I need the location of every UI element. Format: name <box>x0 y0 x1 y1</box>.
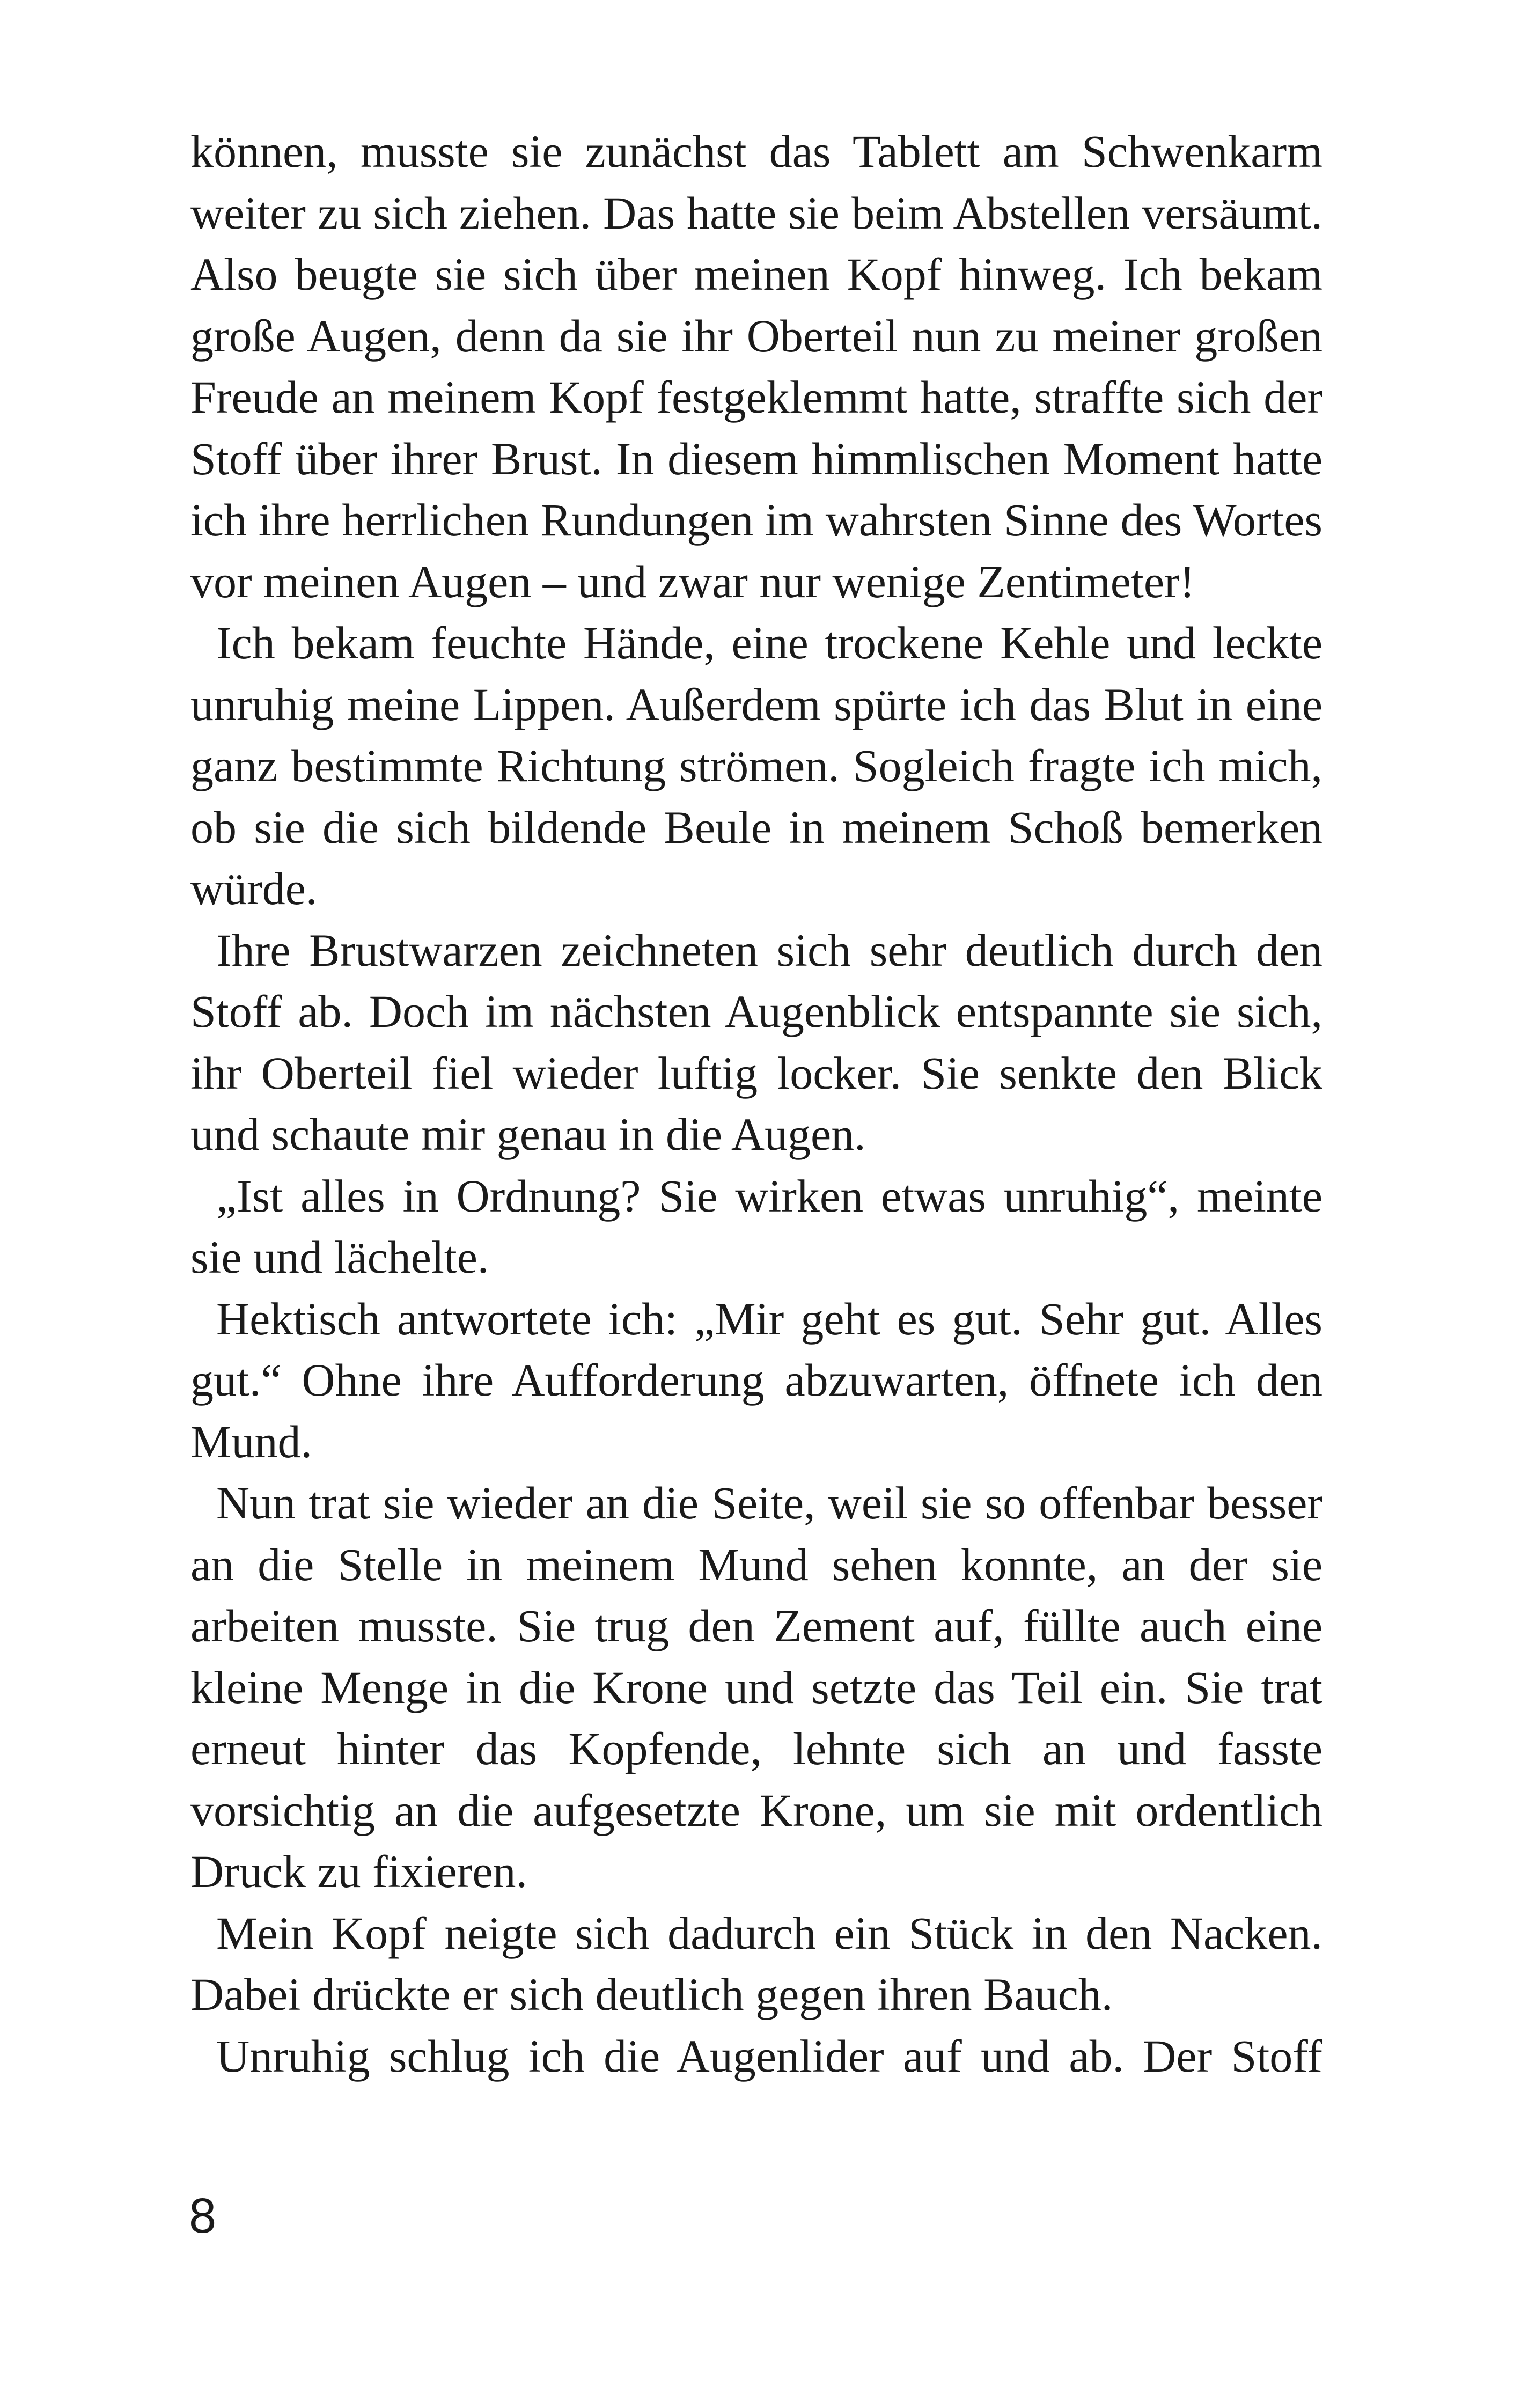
paragraph-2: Ich bekam feuchte Hände, eine trockene Kehle und leckte unruhig meine Lippen. Außerdem spürte ich das Blut in eine ganz bestimmte Richtung strömen. Sogleich fragte ich mich, ob sie die sich bildende Beule in meinem Schoß bemerken würde. <box>190 617 1322 914</box>
paragraph-4: „Ist alles in Ordnung? Sie wirken etwas unruhig“, meinte sie und lächelte. <box>190 1170 1322 1283</box>
paragraph-1: können, musste sie zunächst das Tablett am Schwenkarm weiter zu sich ziehen. Das hatte sie beim Abstellen versäumt. Also beugte sie sich über meinen Kopf hinweg. Ich bekam große Augen, denn da sie ihr Oberteil nun zu meiner großen Freude an meinem Kopf festgeklemmt hatte, straffte sich der Stoff über ihrer Brust. In diesem himmlischen Moment hatte ich ihre herrlichen Rundungen im wahrsten Sinne des Wortes vor meinen Augen – und zwar nur wenige Zentimeter! <box>190 126 1322 607</box>
paragraph-6: Nun trat sie wieder an die Seite, weil sie so offenbar besser an die Stelle in meinem Mund sehen konnte, an der sie arbeiten musste. Sie trug den Zement auf, füllte auch eine kleine Menge in die Krone und setzte das Teil ein. Sie trat erneut hinter das Kopfende, lehnte sich an und fasste vorsichtig an die aufgesetzte Krone, um sie mit ordentlich Druck zu fixieren. <box>190 1477 1322 1897</box>
paragraph-5: Hektisch antwortete ich: „Mir geht es gut. Sehr gut. Alles gut.“ Ohne ihre Aufforderung abzuwarten, öffnete ich den Mund. <box>190 1293 1322 1467</box>
body-text <box>190 121 1322 2087</box>
paragraph-8: Unruhig schlug ich die Augenlider auf und ab. Der Stoff <box>216 2030 1322 2082</box>
page-number: 8 <box>189 2189 217 2243</box>
paragraph-7: Mein Kopf neigte sich dadurch ein Stück in den Nacken. Dabei drückte er sich deutlich gegen ihren Bauch. <box>190 1907 1322 2020</box>
paragraph-3: Ihre Brustwarzen zeichneten sich sehr deutlich durch den Stoff ab. Doch im nächsten Augenblick entspannte sie sich, ihr Oberteil fiel wieder luftig locker. Sie senkte den Blick und schaute mir genau in die Augen. <box>190 924 1322 1160</box>
